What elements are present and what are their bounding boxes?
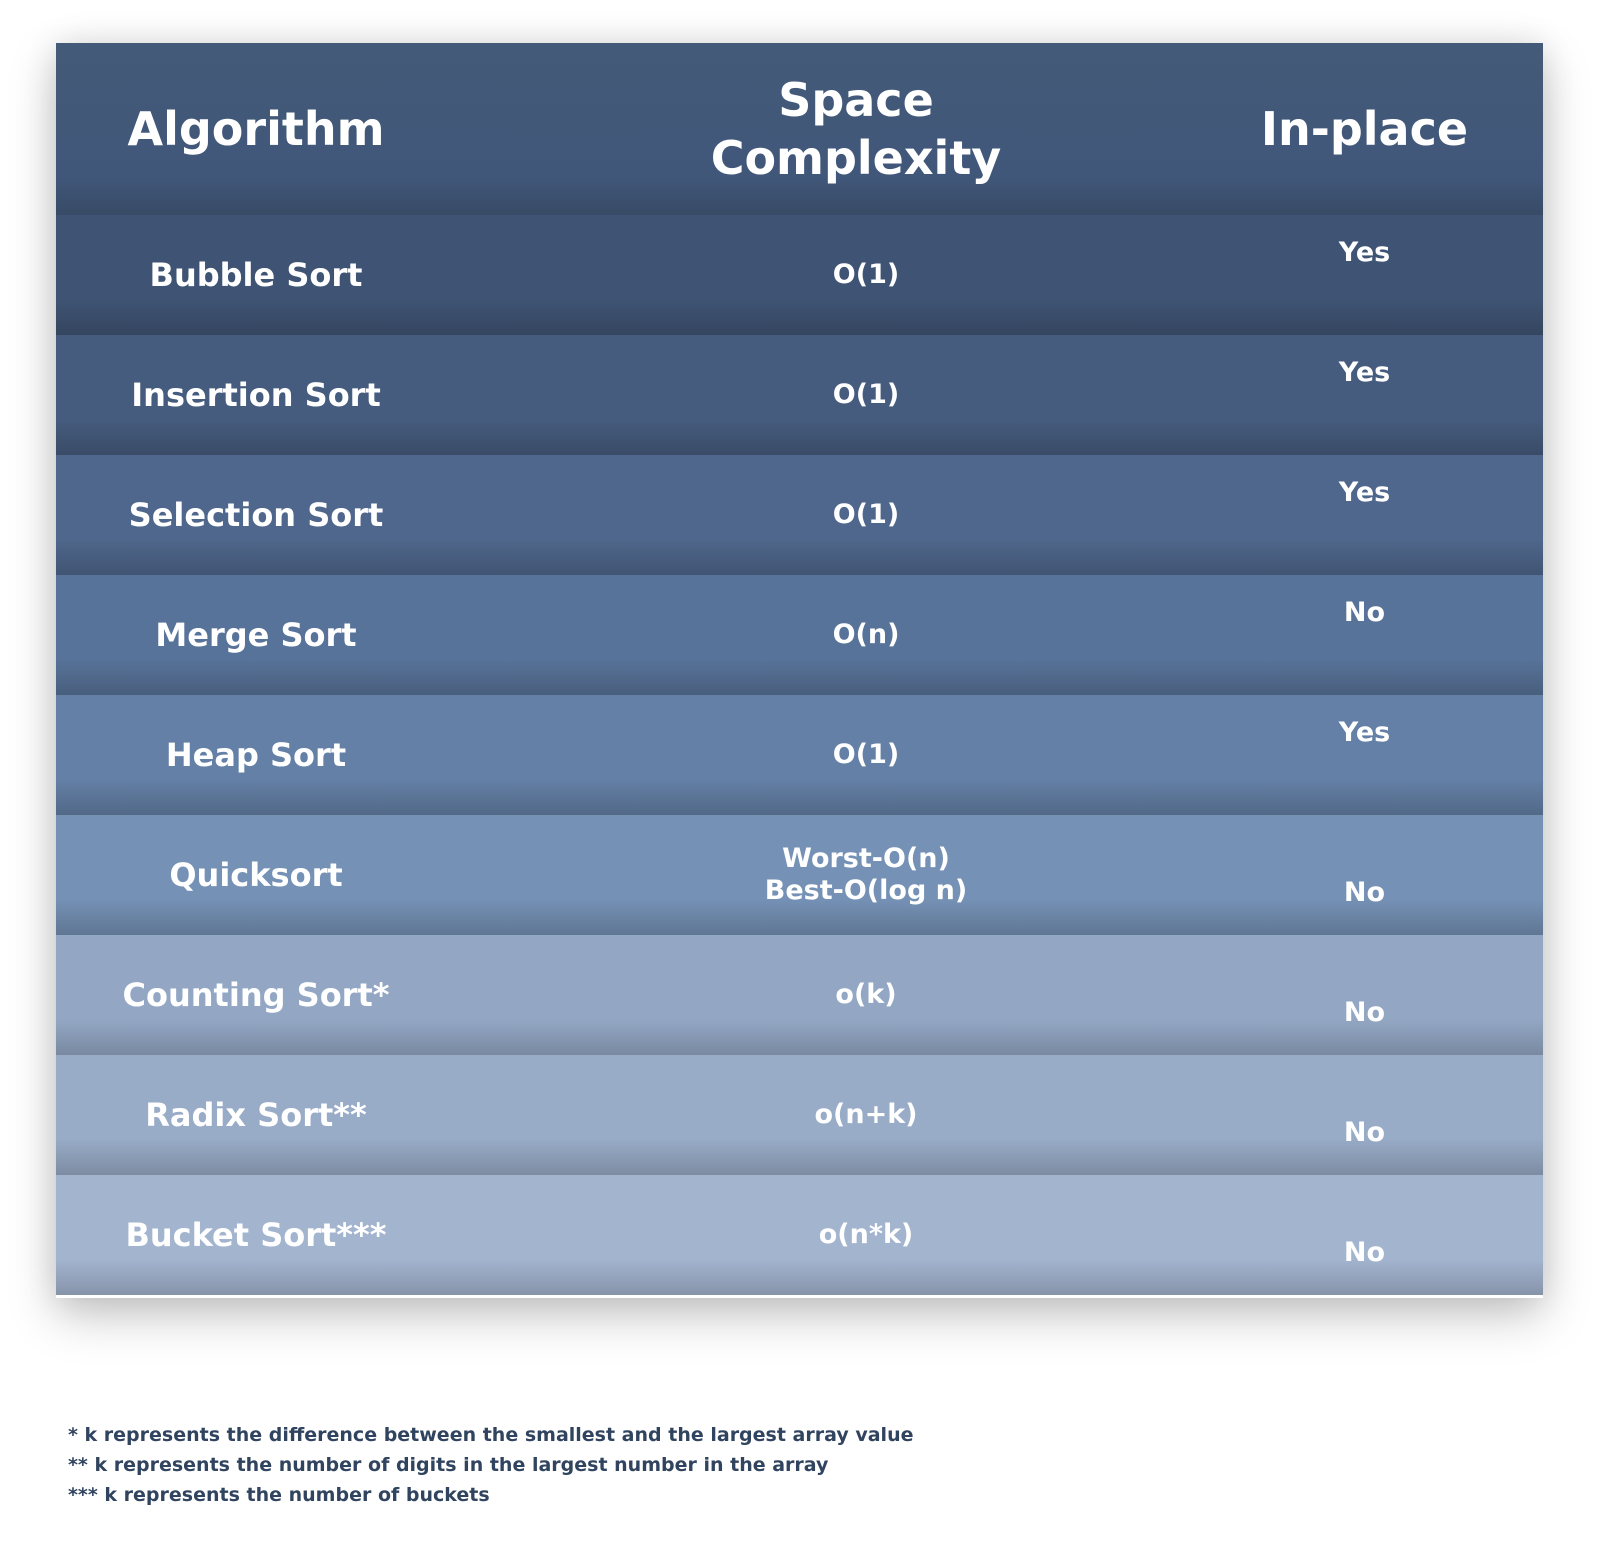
algorithm-name: Radix Sort** — [145, 1096, 367, 1134]
in-place-value: Yes — [1338, 237, 1391, 268]
header-algorithm-label: Algorithm — [127, 102, 385, 156]
cell-algorithm — [56, 215, 456, 335]
space-complexity-value: O(1) — [832, 259, 900, 290]
header-in-place-label: In-place — [1260, 102, 1469, 156]
footnotes — [68, 1420, 913, 1510]
cell-algorithm — [56, 695, 456, 815]
cell-in-place — [1186, 575, 1543, 695]
table-row — [56, 1055, 1543, 1175]
space-complexity-value: O(1) — [832, 379, 900, 410]
header-space-line2: Complexity — [710, 131, 1002, 185]
cell-space-complexity — [526, 215, 1206, 335]
space-complexity-value-2: Best-O(log n) — [764, 875, 968, 906]
table-row — [56, 455, 1543, 575]
cell-space-complexity — [526, 455, 1206, 575]
cell-space-complexity — [526, 335, 1206, 455]
cell-algorithm — [56, 815, 456, 935]
space-complexity-value: O(1) — [832, 499, 900, 530]
header-space-line1: Space — [778, 73, 934, 127]
cell-space-complexity — [526, 695, 1206, 815]
table-row — [56, 575, 1543, 695]
table-header — [56, 43, 1543, 215]
in-place-value: Yes — [1338, 357, 1391, 388]
space-complexity-value: O(1) — [832, 739, 900, 770]
space-complexity-value: O(n) — [832, 619, 900, 650]
footnote-2: ** k represents the number of digits in the largest number in the array — [68, 1454, 829, 1476]
in-place-value: No — [1343, 877, 1386, 908]
space-complexity-value: o(n*k) — [818, 1219, 914, 1250]
footnote-1: * k represents the difference between the smallest and the largest array value — [68, 1424, 914, 1446]
in-place-value: No — [1343, 597, 1386, 628]
in-place-value: Yes — [1338, 717, 1391, 748]
algorithm-name: Heap Sort — [165, 736, 347, 774]
cell-in-place — [1186, 455, 1543, 575]
table-body — [56, 215, 1543, 1295]
table-row — [56, 695, 1543, 815]
algorithm-name: Bucket Sort*** — [125, 1216, 387, 1254]
space-complexity-value: Worst-O(n) — [782, 843, 950, 874]
header-in-place — [1186, 43, 1543, 215]
cell-algorithm — [56, 335, 456, 455]
cell-in-place — [1186, 215, 1543, 335]
algorithm-name: Quicksort — [169, 856, 343, 894]
header-algorithm — [56, 43, 456, 215]
cell-space-complexity — [526, 1175, 1206, 1295]
in-place-value: No — [1343, 997, 1386, 1028]
table-row — [56, 1175, 1543, 1295]
cell-algorithm — [56, 575, 456, 695]
cell-algorithm — [56, 1055, 456, 1175]
table-row — [56, 335, 1543, 455]
cell-algorithm — [56, 1175, 456, 1295]
space-complexity-value: o(n+k) — [814, 1099, 918, 1130]
footnote-3: *** k represents the number of buckets — [68, 1484, 490, 1506]
cell-space-complexity — [526, 575, 1206, 695]
space-complexity-value: o(k) — [835, 979, 897, 1010]
algorithm-name: Selection Sort — [128, 496, 384, 534]
header-space-complexity — [526, 43, 1186, 215]
table-row — [56, 935, 1543, 1055]
in-place-value: Yes — [1338, 477, 1391, 508]
cell-algorithm — [56, 935, 456, 1055]
cell-in-place — [1186, 1055, 1543, 1175]
algorithm-name: Insertion Sort — [131, 376, 381, 414]
algorithm-name: Merge Sort — [155, 616, 357, 654]
cell-in-place — [1186, 935, 1543, 1055]
cell-in-place — [1186, 815, 1543, 935]
complexity-table — [56, 43, 1543, 1295]
algorithm-name: Counting Sort* — [122, 976, 390, 1014]
cell-space-complexity — [526, 815, 1206, 935]
cell-in-place — [1186, 695, 1543, 815]
algorithm-name: Bubble Sort — [149, 256, 363, 294]
in-place-value: No — [1343, 1117, 1386, 1148]
table-row — [56, 815, 1543, 935]
cell-space-complexity — [526, 935, 1206, 1055]
in-place-value: No — [1343, 1237, 1386, 1268]
cell-in-place — [1186, 1175, 1543, 1295]
table-row — [56, 215, 1543, 335]
cell-algorithm — [56, 455, 456, 575]
cell-space-complexity — [526, 1055, 1206, 1175]
cell-in-place — [1186, 335, 1543, 455]
